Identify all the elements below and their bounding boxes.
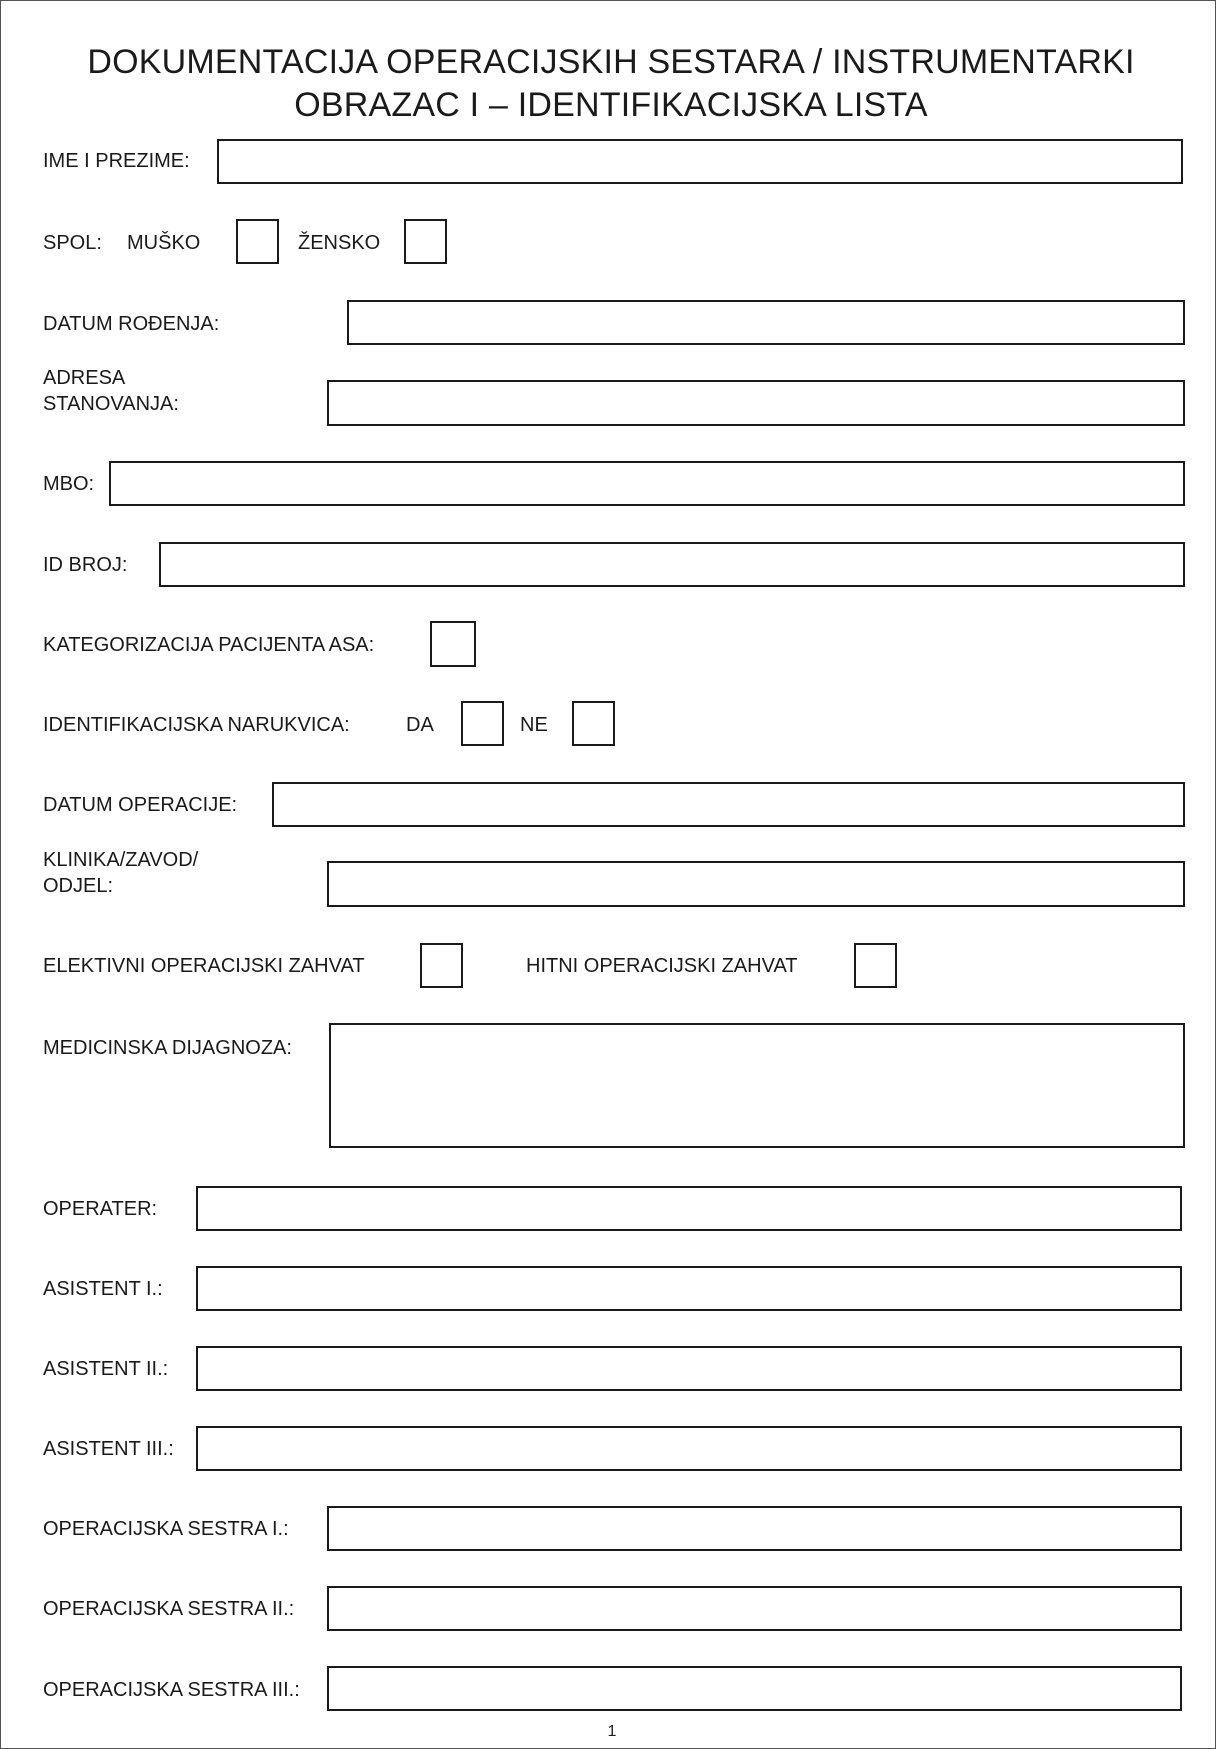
name-label: IME I PREZIME: <box>43 150 190 172</box>
address-label-line2: STANOVANJA: <box>43 393 179 415</box>
assistant1-label: ASISTENT I.: <box>43 1278 163 1300</box>
operation-date-label: DATUM OPERACIJE: <box>43 794 238 816</box>
department-label-line1: KLINIKA/ZAVOD/ <box>43 849 199 871</box>
nurse3-label: OPERACIJSKA SESTRA III.: <box>43 1679 300 1701</box>
elective-surgery-checkbox[interactable] <box>420 943 463 988</box>
assistant3-label: ASISTENT III.: <box>43 1438 174 1460</box>
elective-surgery-label: ELEKTIVNI OPERACIJSKI ZAHVAT <box>43 955 365 977</box>
emergency-surgery-label: HITNI OPERACIJSKI ZAHVAT <box>526 955 798 977</box>
assistant2-field[interactable] <box>196 1346 1182 1391</box>
nurse2-label: OPERACIJSKA SESTRA II.: <box>43 1598 295 1620</box>
male-label: MUŠKO <box>127 232 201 254</box>
surgeon-label: OPERATER: <box>43 1198 158 1220</box>
nurse2-field[interactable] <box>327 1586 1182 1631</box>
wristband-no-checkbox[interactable] <box>572 701 615 746</box>
id-number-field[interactable] <box>159 542 1185 587</box>
department-field[interactable] <box>327 861 1185 907</box>
birth-date-field[interactable] <box>347 300 1185 345</box>
mbo-label: MBO: <box>43 473 95 495</box>
surgeon-field[interactable] <box>196 1186 1182 1231</box>
nurse3-field[interactable] <box>327 1666 1182 1711</box>
mbo-field[interactable] <box>109 461 1185 506</box>
wristband-no-label: NE <box>520 714 548 736</box>
diagnosis-label: MEDICINSKA DIJAGNOZA: <box>43 1037 292 1059</box>
assistant1-field[interactable] <box>196 1266 1182 1311</box>
id-number-label: ID BROJ: <box>43 554 128 576</box>
wristband-yes-label: DA <box>406 714 434 736</box>
diagnosis-field[interactable] <box>329 1023 1185 1148</box>
department-label-line2: ODJEL: <box>43 875 114 897</box>
address-field[interactable] <box>327 380 1185 426</box>
assistant3-field[interactable] <box>196 1426 1182 1471</box>
wristband-yes-checkbox[interactable] <box>461 701 504 746</box>
female-label: ŽENSKO <box>298 232 381 254</box>
female-checkbox[interactable] <box>404 219 447 264</box>
page-number: 1 <box>607 1723 617 1740</box>
asa-category-label: KATEGORIZACIJA PACIJENTA ASA: <box>43 634 375 656</box>
birth-date-label: DATUM ROĐENJA: <box>43 313 220 335</box>
nurse1-field[interactable] <box>327 1506 1182 1551</box>
operation-date-field[interactable] <box>272 782 1185 827</box>
emergency-surgery-checkbox[interactable] <box>854 943 897 988</box>
sex-label: SPOL: <box>43 232 102 254</box>
name-field[interactable] <box>217 139 1183 184</box>
male-checkbox[interactable] <box>236 219 279 264</box>
nurse1-label: OPERACIJSKA SESTRA I.: <box>43 1518 289 1540</box>
form-title-line1: DOKUMENTACIJA OPERACIJSKIH SESTARA / INSTRUMENTARKI <box>87 43 1135 81</box>
wristband-label: IDENTIFIKACIJSKA NARUKVICA: <box>43 714 350 736</box>
asa-category-field[interactable] <box>430 621 476 667</box>
form-title-line2: OBRAZAC I – IDENTIFIKACIJSKA LISTA <box>294 86 928 124</box>
address-label-line1: ADRESA <box>43 367 126 389</box>
assistant2-label: ASISTENT II.: <box>43 1358 169 1380</box>
